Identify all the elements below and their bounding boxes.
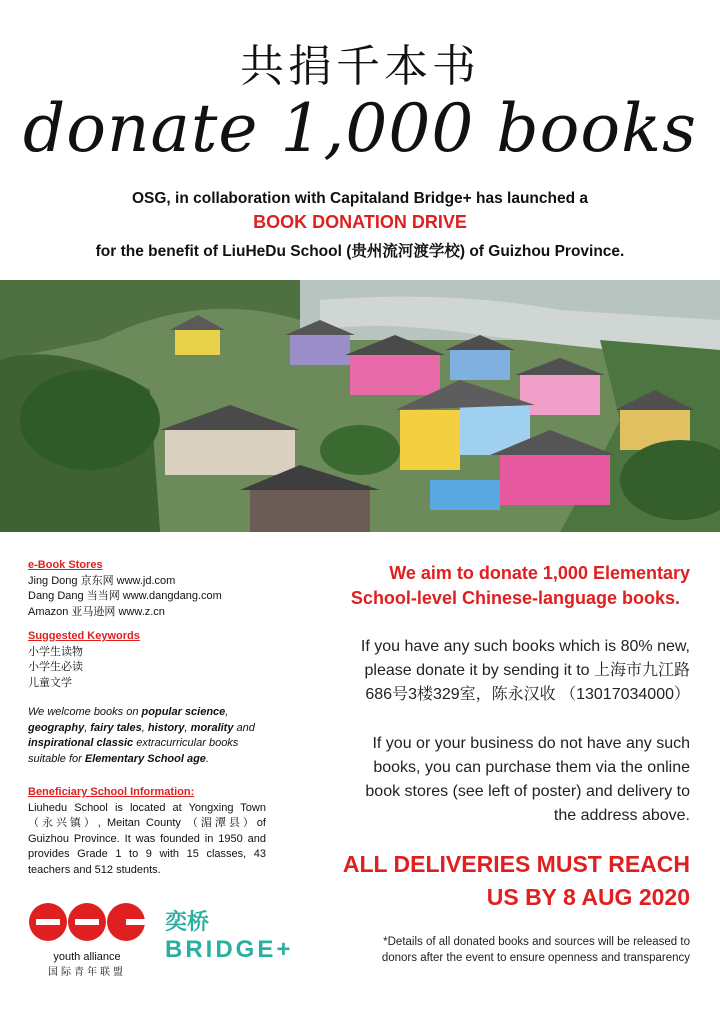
beneficiary-text: Liuhedu School is located at Yongxing Town （永兴镇）, Meitan County （湄潭县）of Guizhou Province. It was founded in 1950 and provides Grade 1 to 9 with 15 classes, 43 teachers and 512 students.	[28, 801, 266, 876]
keyword-item: 小学生必读	[28, 661, 83, 673]
title-chinese: 共捐千本书	[240, 41, 480, 92]
aim-statement: We aim to donate 1,000 Elementary School-level Chinese-language books.	[350, 563, 690, 608]
village-photo	[0, 280, 720, 532]
transparency-note: *Details of all donated books and sources will be released to donors after the event to ensure openness and transparency	[381, 936, 690, 964]
ebook-store-item: Jing Dong 京东网 www.jd.com	[28, 574, 176, 587]
ebook-store-item: Amazon 亚马逊网 www.z.cn	[28, 605, 165, 618]
osg-logo-mark	[28, 900, 146, 944]
beneficiary-title: Beneficiary School Information:	[28, 786, 195, 798]
osg-subtitle: youth alliance	[53, 951, 121, 963]
intro-line-3: for the benefit of LiuHeDu School (贵州流河渡学校) of Guizhou Province.	[95, 243, 625, 260]
keyword-item: 儿童文学	[28, 676, 72, 689]
svg-text:OSG: OSG	[87, 928, 90, 929]
ebook-store-item: Dang Dang 当当网 www.dangdang.com	[28, 590, 222, 602]
purchase-instructions: If you or your business do not have any such books, you can purchase them via the online book stores (see left of poster) and delivery to the address above.	[365, 735, 690, 824]
osg-subtitle-cn: 国际青年联盟	[48, 967, 126, 978]
bridge-logo	[165, 905, 295, 964]
welcome-text: We welcome books on popular science, geography, fairy tales, history, morality and inspirational classic extracurricular books suitable for Elementary School age.	[28, 706, 255, 765]
keyword-item: 小学生读物	[28, 645, 83, 658]
bridge-logo-en: BRIDGE+	[165, 936, 294, 963]
left-column	[28, 558, 266, 878]
ebook-stores-title: e-Book Stores	[28, 559, 103, 571]
keywords-title: Suggested Keywords	[28, 630, 140, 642]
bridge-logo-cn: 奕桥	[165, 910, 210, 935]
donation-instructions: If you have any such books which is 80% new, please donate it by sending it to 上海市九江路 686号3楼329室，陈永汉收 （13017034000）	[360, 638, 690, 703]
delivery-deadline: ALL DELIVERIES MUST REACH US BY 8 AUG 2020	[342, 851, 690, 910]
title-english: donate 1,000 books	[23, 90, 697, 167]
intro-line-2: BOOK DONATION DRIVE	[253, 212, 467, 232]
intro-line-1: OSG, in collaboration with Capitaland Bridge+ has launched a	[131, 190, 589, 207]
osg-logo	[28, 900, 146, 978]
